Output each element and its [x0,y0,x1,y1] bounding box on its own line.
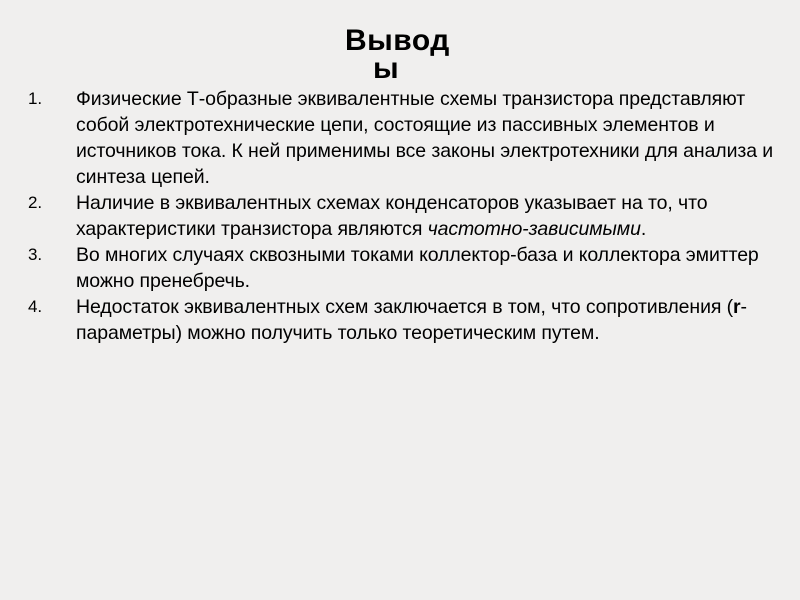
list-item-text: Во многих случаях сквозными токами коллектор-база и коллектора эмиттер можно пренебречь. [76,244,759,292]
slide-title [345,26,465,84]
conclusions-list [24,86,784,346]
list-item-text [76,192,707,240]
list-item [24,242,784,294]
list-item [24,86,784,190]
list-item-number: 2. [28,193,42,212]
slide-title-line-2: ы [373,52,400,85]
list-item [24,190,784,242]
list-item-text-bold-symbol: r [733,296,741,318]
list-item [24,294,784,346]
list-item-text: Физические Т-образные эквивалентные схемы транзистора представляют собой электротехнические цепи, состоящие из пассивных элементов и источников тока. К ней применимы все законы электротехники для анализа и синтеза цепей. [76,88,774,188]
list-item-number: 4. [28,297,42,316]
list-item-number: 1. [28,89,42,108]
list-item-text-emphasis: частотно-зависимыми [427,218,641,240]
slide-title-line-1: Вывод [345,24,450,57]
list-item-number: 3. [28,245,42,264]
list-item-text-end: . [640,218,647,240]
list-item-text-end: -параметры) можно получить только теоретическим путем. [76,296,747,344]
list-item-text [76,296,747,344]
list-item-text-main: Недостаток эквивалентных схем заключается в том, что сопротивления ( [76,296,734,318]
list-item-text-main: Наличие в эквивалентных схемах конденсаторов указывает на то, что характеристики транзистора являются [76,192,708,240]
